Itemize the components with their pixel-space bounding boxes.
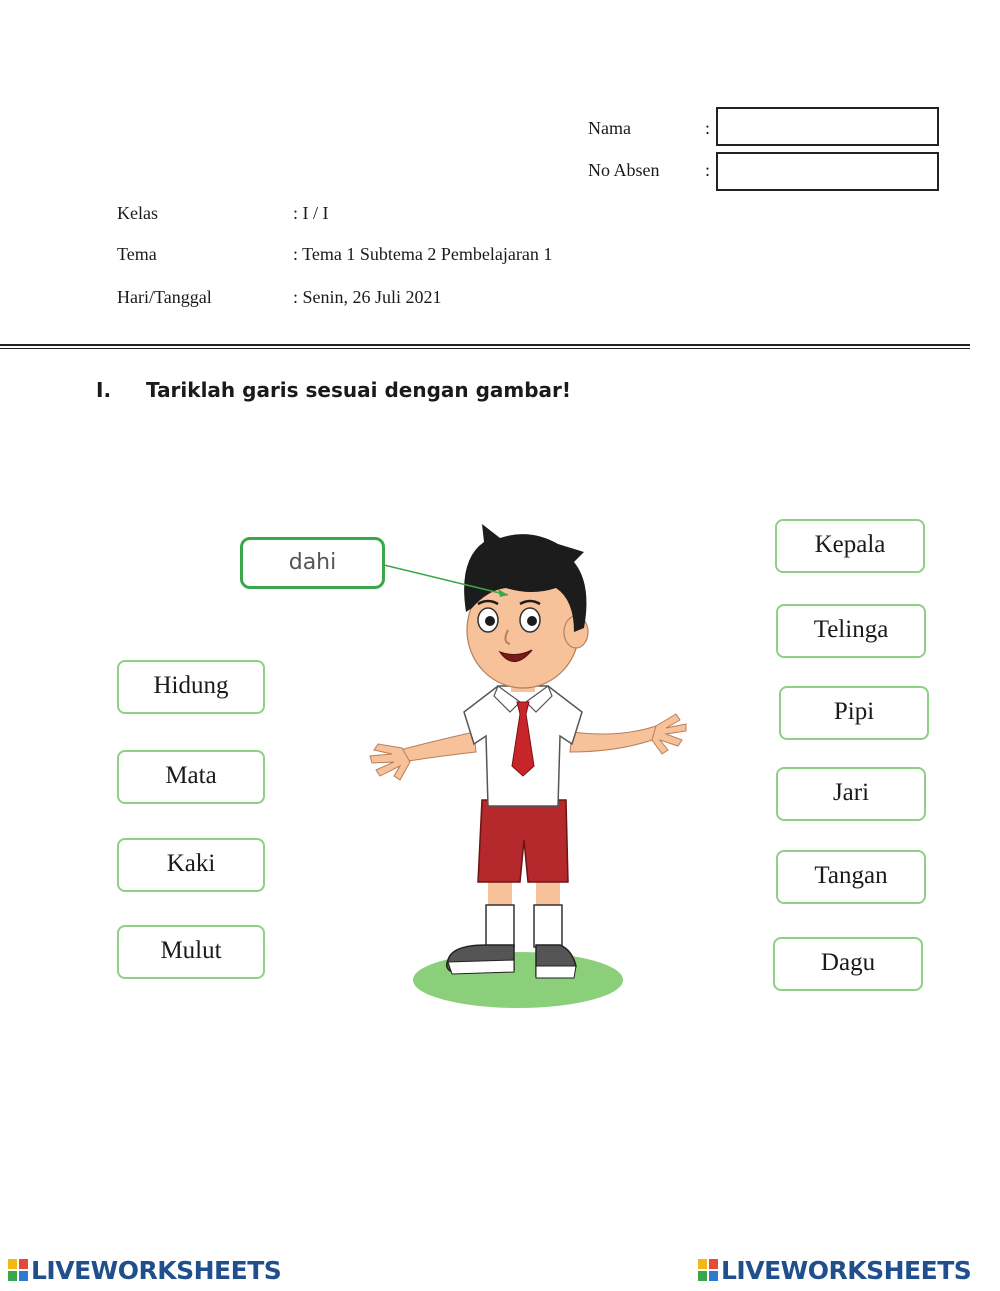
word-box-pipi[interactable]: Pipi <box>779 686 929 740</box>
liveworksheets-logo-right <box>698 1256 971 1285</box>
instruction-text: Tariklah garis sesuai dengan gambar! <box>146 378 572 402</box>
tema-label: Tema <box>117 244 157 264</box>
instruction-number: I. <box>96 378 112 402</box>
nama-label: Nama <box>588 118 631 138</box>
liveworksheets-logo-left <box>8 1256 281 1285</box>
absen-label: No Absen <box>588 160 660 180</box>
liveworksheets-mark-icon <box>698 1259 718 1281</box>
tema-value: : Tema 1 Subtema 2 Pembelajaran 1 <box>293 244 553 264</box>
word-box-telinga[interactable]: Telinga <box>776 604 926 658</box>
word-box-mata[interactable]: Mata <box>117 750 265 804</box>
liveworksheets-mark-icon <box>8 1259 28 1281</box>
example-label-dahi: dahi <box>240 537 385 589</box>
liveworksheets-text-right: LIVEWORKSHEETS <box>721 1256 972 1285</box>
word-box-dagu[interactable]: Dagu <box>773 937 923 991</box>
nama-input[interactable] <box>716 107 939 146</box>
header-divider <box>0 344 970 346</box>
header-divider-thin <box>0 348 970 349</box>
instruction-heading <box>96 378 571 402</box>
example-pointer-line <box>380 555 520 605</box>
absen-colon: : <box>705 160 711 180</box>
kelas-value: : I / I <box>293 203 329 223</box>
tanggal-value: : Senin, 26 Juli 2021 <box>293 287 442 307</box>
word-box-kaki[interactable]: Kaki <box>117 838 265 892</box>
word-box-tangan[interactable]: Tangan <box>776 850 926 904</box>
liveworksheets-text-left: LIVEWORKSHEETS <box>31 1256 282 1285</box>
kelas-label: Kelas <box>117 203 158 223</box>
word-box-mulut[interactable]: Mulut <box>117 925 265 979</box>
nama-colon: : <box>705 118 711 138</box>
word-box-hidung[interactable]: Hidung <box>117 660 265 714</box>
absen-input[interactable] <box>716 152 939 191</box>
word-box-jari[interactable]: Jari <box>776 767 926 821</box>
tanggal-label: Hari/Tanggal <box>117 287 212 307</box>
word-box-kepala[interactable]: Kepala <box>775 519 925 573</box>
